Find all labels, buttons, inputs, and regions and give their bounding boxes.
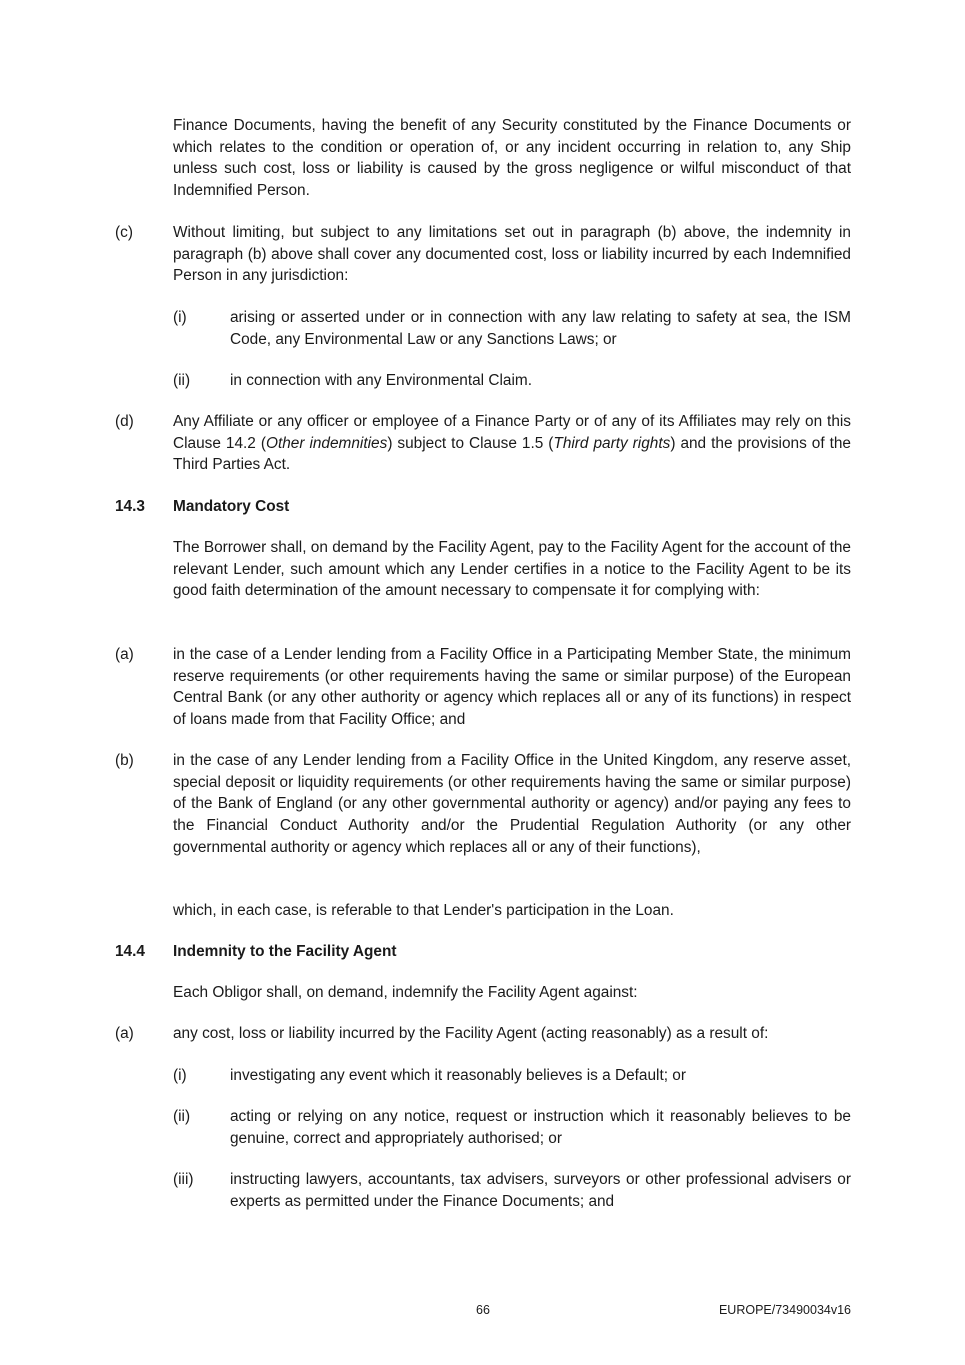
- clause-text-14-3-b: in the case of any Lender lending from a Facility Office in the United Kingdom, any reserve asset, special deposit or liquidity requirements (or other requirements having the same or similar purpose) of the Bank of England (or any other governmental authority or agency) and/or paying any fees to the Financial Conduct Authority and/or the Prudential Regulation Authority (or any other governmental authority or agency which replaces all or any of their functions),: [173, 752, 851, 856]
- section-14-4-intro: Each Obligor shall, on demand, indemnify the Facility Agent against:: [173, 984, 638, 1001]
- clause-d-italic-ref: Third party rights: [553, 434, 671, 452]
- clause-label-14-3-a: (a): [115, 646, 134, 663]
- clause-label-14-4-a: (a): [115, 1025, 134, 1042]
- clause-d-text-part: Any Affiliate or any officer or employee of a Finance Party or of any of its Affiliates may rely on this Clause 14.2 (: [173, 413, 851, 452]
- subclause-text-14-4-a-iii: instructing lawyers, accountants, tax advisers, surveyors or other professional advisers or experts as permitted under the Finance Documents; and: [230, 1171, 851, 1210]
- clause-text-14-3-a: in the case of a Lender lending from a Facility Office in a Participating Member State, the minimum reserve requirements (or other requirements having the same or similar purpose) of the European Central Bank (or any other authority or agency which replaces all or any of its functions) in respect of loans made from that Facility Office; and: [173, 646, 851, 729]
- clause-d-text-part: ) subject to Clause 1.5 (: [387, 434, 554, 452]
- clause-text-d: [173, 411, 851, 476]
- paragraph-continuation: Finance Documents, having the benefit of any Security constituted by the Finance Documents or which relates to the condition or operation of, or any incident occurring in relation to, any Ship unless such cost, loss or liability is caused by the gross negligence or wilful misconduct of that Indemnified Person.: [173, 117, 851, 200]
- subclause-label-14-4-a-ii: (ii): [173, 1108, 191, 1125]
- clause-label-c: (c): [115, 224, 133, 241]
- clause-label-d: (d): [115, 413, 134, 430]
- section-14-3-tail: which, in each case, is referable to that Lender's participation in the Loan.: [173, 902, 674, 919]
- clause-text-14-4-a: any cost, loss or liability incurred by the Facility Agent (acting reasonably) as a result of:: [173, 1025, 769, 1042]
- subclause-label-c-ii: (ii): [173, 372, 191, 389]
- subclause-text-14-4-a-ii: acting or relying on any notice, request or instruction which it reasonably believes to be genuine, correct and appropriately authorised; or: [230, 1108, 851, 1147]
- document-reference: EUROPE/73490034v16: [718, 1303, 851, 1317]
- clause-label-14-3-b: (b): [115, 752, 134, 769]
- subclause-label-14-4-a-iii: (iii): [173, 1171, 194, 1188]
- section-number-14-4: 14.4: [115, 943, 145, 960]
- subclause-text-c-i: arising or asserted under or in connection with any law relating to safety at sea, the ISM Code, any Environmental Law or any Sanctions Laws; or: [230, 309, 851, 348]
- section-title-14-3: Mandatory Cost: [173, 498, 290, 515]
- page-number: 66: [476, 1303, 490, 1317]
- section-14-3-intro: The Borrower shall, on demand by the Facility Agent, pay to the Facility Agent for the account of the relevant Lender, such amount which any Lender certifies in a notice to the Facility Agent to be its good faith determination of the amount necessary to compensate it for complying with:: [173, 539, 851, 600]
- section-title-14-4: Indemnity to the Facility Agent: [173, 943, 397, 960]
- clause-d-italic-ref: Other indemnities: [265, 434, 388, 452]
- subclause-label-14-4-a-i: (i): [173, 1067, 187, 1084]
- section-number-14-3: 14.3: [115, 498, 145, 515]
- subclause-text-c-ii: in connection with any Environmental Claim.: [230, 372, 532, 389]
- clause-d-text-part: ) and the provisions of the Third Parties Act.: [173, 434, 851, 474]
- clause-text-c: Without limiting, but subject to any limitations set out in paragraph (b) above, the indemnity in paragraph (b) above shall cover any documented cost, loss or liability incurred by each Indemnified Person in any jurisdiction:: [173, 224, 851, 285]
- subclause-label-c-i: (i): [173, 309, 187, 326]
- subclause-text-14-4-a-i: investigating any event which it reasonably believes is a Default; or: [230, 1067, 686, 1084]
